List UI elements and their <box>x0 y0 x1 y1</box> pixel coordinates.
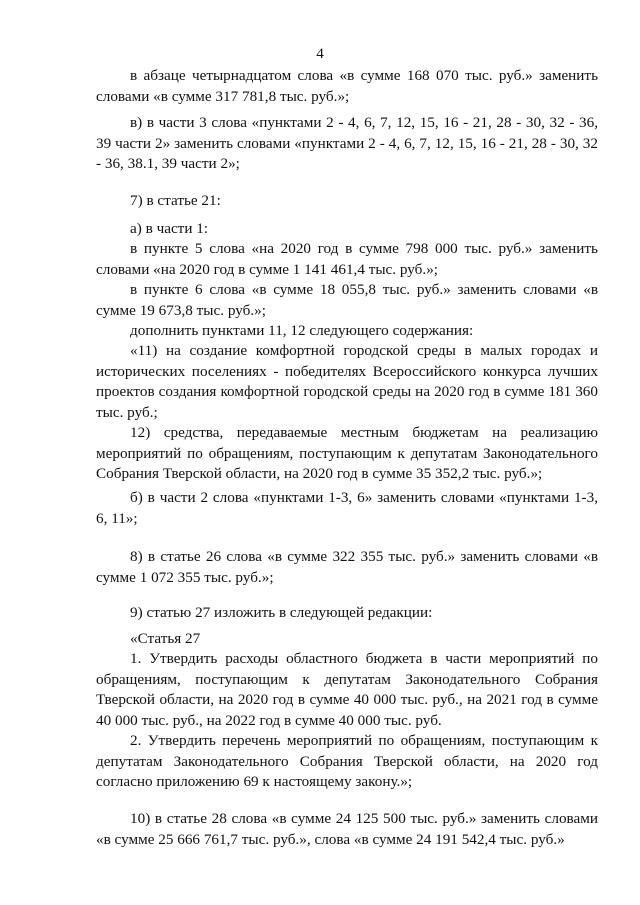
paragraph-item-a: а) в части 1: <box>130 220 209 237</box>
paragraph-add-points: дополнить пунктами 11, 12 следующего содержания: <box>130 322 474 339</box>
paragraph-clause-14: в абзаце четырнадцатом слова «в сумме 168 070 тыс. руб.» заменить словами «в сумме 317 781,8 тыс. руб.»; <box>96 67 598 105</box>
paragraph-item-8: 8) в статье 26 слова «в сумме 322 355 тыс. руб.» заменить словами «в сумме 1 072 355 тыс. руб.»; <box>96 548 598 586</box>
paragraph-item-9: 9) статью 27 изложить в следующей редакции: <box>130 604 433 621</box>
paragraph-item-10: 10) в статье 28 слова «в сумме 24 125 500 тыс. руб.» заменить словами «в сумме 25 666 761,7 тыс. руб.», слова «в сумме 24 191 542,4 тыс. руб.» <box>96 810 598 848</box>
paragraph-point-12: 12) средства, передаваемые местным бюджетам на реализацию мероприятий по обращениям, поступающим к депутатам Законодательного Собрания Тверской области, на 2020 год в сумме 35 352,2 тыс. руб.»; <box>96 424 598 482</box>
paragraph-article-27-part-2: 2. Утвердить перечень мероприятий по обращениям, поступающим к депутатам Законодательного Собрания Тверской области, на 2020 год согласно приложению 69 к настоящему закону.»; <box>96 732 598 790</box>
paragraph-item-v: в) в части 3 слова «пунктами 2 - 4, 6, 7, 12, 15, 16 - 21, 28 - 30, 32 - 36, 39 части 2» заменить словами «пунктами 2 - 4, 6, 7, 12, 15, 16 - 21, 28 - 30, 32 - 36, 38.1, 39 части 2»; <box>96 114 598 172</box>
paragraph-article-27-title: «Статья 27 <box>130 630 201 647</box>
paragraph-point-5: в пункте 5 слова «на 2020 год в сумме 798 000 тыс. руб.» заменить словами «на 2020 год в сумме 1 141 461,4 тыс. руб.»; <box>96 240 598 278</box>
paragraph-item-7: 7) в статье 21: <box>130 192 221 209</box>
paragraph-point-11: «11) на создание комфортной городской среды в малых городах и исторических поселениях - победителях Всероссийского конкурса лучших проектов создания комфортной городской среды на 2020 год в сумме 181 360 тыс. руб.; <box>96 342 598 421</box>
page-number: 4 <box>316 45 324 62</box>
paragraph-point-6: в пункте 6 слова «в сумме 18 055,8 тыс. руб.» заменить словами «в сумме 19 673,8 тыс. руб.»; <box>96 281 598 319</box>
paragraph-article-27-part-1: 1. Утвердить расходы областного бюджета в части мероприятий по обращениям, поступающим к депутатам Законодательного Собрания Тверской области, на 2020 год в сумме 40 000 тыс. руб., на 2021 год в сумме 40 000 тыс. руб., на 2022 год в сумме 40 000 тыс. руб. <box>96 650 598 729</box>
paragraph-item-b: б) в части 2 слова «пунктами 1-3, 6» заменить словами «пунктами 1-3, 6, 11»; <box>96 489 598 527</box>
